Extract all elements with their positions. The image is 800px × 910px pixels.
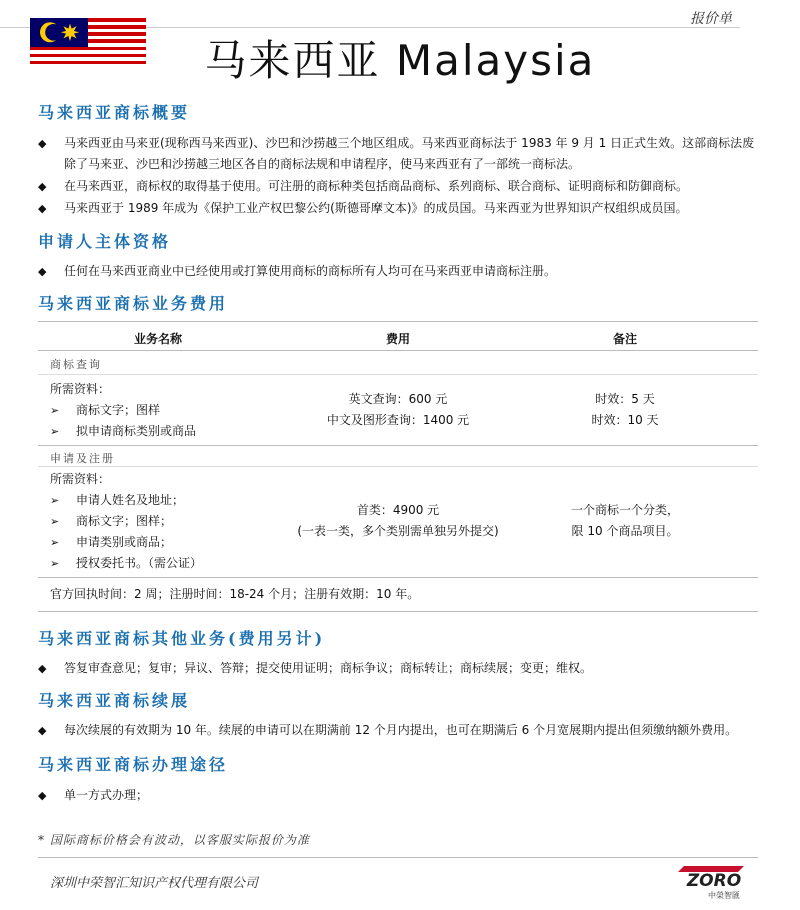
diamond-bullet-icon: ◆ — [38, 724, 47, 737]
table-top-rule — [38, 321, 758, 322]
section-title-renewal: 马来西亚商标续展 — [38, 691, 191, 710]
section-title-overview: 马来西亚商标概要 — [38, 103, 191, 122]
row-divider — [38, 445, 758, 446]
company-name: 深圳中荣智汇知识产权代理有限公司 — [50, 876, 259, 891]
diamond-bullet-icon: ◆ — [38, 662, 47, 675]
arrow-bullet-icon: ➢ — [50, 536, 60, 549]
arrow-bullet-icon: ➢ — [50, 404, 60, 417]
row-divider — [38, 466, 758, 467]
diamond-bullet-icon: ◆ — [38, 202, 47, 215]
material-item: ➢ 拟申请商标类别或商品 — [50, 421, 196, 442]
arrow-bullet-icon: ➢ — [50, 557, 60, 570]
material-item: ➢ 申请类别或商品； — [50, 532, 172, 553]
note-value: 一个商标一个分类， — [570, 503, 679, 517]
arrow-bullet-icon: ➢ — [50, 515, 60, 528]
section-title-other: 马来西亚商标其他业务(费用另计) — [38, 629, 326, 648]
fee-value: 中文及图形查询：1400 元 — [326, 413, 470, 427]
list-item-continuation: 除了马来亚、沙巴和沙捞越三地区各自的商标法规和申请程序，使马来西亚有了一部统一商标法。 — [64, 157, 581, 171]
list-item: ◆ 任何在马来西亚商业中已经使用或打算使用商标的商标所有人均可在马来西亚申请商标注册。 — [38, 261, 758, 282]
material-item: ➢ 商标文字；图样 — [50, 400, 160, 421]
materials-title: 所需资料： — [50, 472, 111, 486]
material-item: ➢ 商标文字；图样； — [50, 511, 172, 532]
diamond-bullet-icon: ◆ — [38, 265, 47, 278]
column-header-notes: 备注 — [612, 332, 637, 346]
list-item: ◆ 在马来西亚，商标权的取得基于使用。可注册的商标种类包括商品商标、系列商标、联合商标、证明商标和防御商标。 — [38, 176, 758, 197]
material-item: ➢ 申请人姓名及地址； — [50, 490, 184, 511]
list-item: ◆ 马来西亚于 1989 年成为《保护工业产权巴黎公约(斯德哥摩文本)》的成员国。马来西亚为世界知识产权组织成员国。 — [38, 198, 758, 219]
materials-title: 所需资料： — [50, 382, 111, 396]
section-title-route: 马来西亚商标办理途径 — [38, 755, 229, 774]
diamond-bullet-icon: ◆ — [38, 789, 47, 802]
price-disclaimer: * 国际商标价格会有波动，以客服实际报价为准 — [38, 833, 310, 847]
footer-divider — [38, 857, 758, 858]
arrow-bullet-icon: ➢ — [50, 425, 60, 438]
table-bottom-rule — [38, 611, 758, 612]
material-item: ➢ 授权委托书。（需公证） — [50, 553, 202, 574]
document-type-label: 报价单 — [690, 11, 732, 27]
note-value: 时效：5 天 — [595, 392, 655, 406]
svg-text:中榮智匯: 中榮智匯 — [708, 891, 740, 900]
page-title: 马来西亚 Malaysia — [204, 36, 596, 85]
table-header-rule — [38, 350, 758, 351]
section-title-fees: 马来西亚商标业务费用 — [38, 294, 229, 313]
column-header-fee: 费用 — [385, 332, 410, 346]
fee-value: (一表一类，多个类别需单独另外提交) — [297, 524, 499, 538]
column-header-service: 业务名称 — [133, 332, 182, 346]
row-label-registration: 申请及注册 — [50, 452, 115, 465]
zoro-logo-icon — [678, 862, 750, 902]
list-item: ◆ 单一方式办理； — [38, 785, 758, 806]
row-divider — [38, 374, 758, 375]
row-label-search: 商标查询 — [50, 358, 102, 371]
fee-value: 首类：4900 元 — [356, 503, 440, 517]
fee-value: 英文查询：600 元 — [348, 392, 448, 406]
list-item: ◆ 马来西亚由马来亚(现称西马来西亚)、沙巴和沙捞越三个地区组成。马来西亚商标法于 1983 年 9 月 1 日正式生效。这部商标法废 — [38, 133, 758, 154]
note-value: 时效：10 天 — [591, 413, 659, 427]
arrow-bullet-icon: ➢ — [50, 494, 60, 507]
row-divider — [38, 577, 758, 578]
timeline-text: 官方回执时间：2 周；注册时间：18-24 个月；注册有效期：10 年。 — [50, 587, 420, 601]
list-item: ◆ 每次续展的有效期为 10 年。续展的申请可以在期满前 12 个月内提出，也可在期满后 6 个月宽展期内提出但须缴纳额外费用。 — [38, 720, 758, 741]
diamond-bullet-icon: ◆ — [38, 137, 47, 150]
list-item: ◆ 答复审查意见；复审；异议、答辩；提交使用证明；商标争议；商标转让；商标续展；变更；维权。 — [38, 658, 758, 679]
svg-text:ZORO: ZORO — [686, 871, 742, 891]
note-value: 限 10 个商品项目。 — [571, 524, 679, 538]
section-title-eligibility: 申请人主体资格 — [38, 232, 172, 251]
diamond-bullet-icon: ◆ — [38, 180, 47, 193]
